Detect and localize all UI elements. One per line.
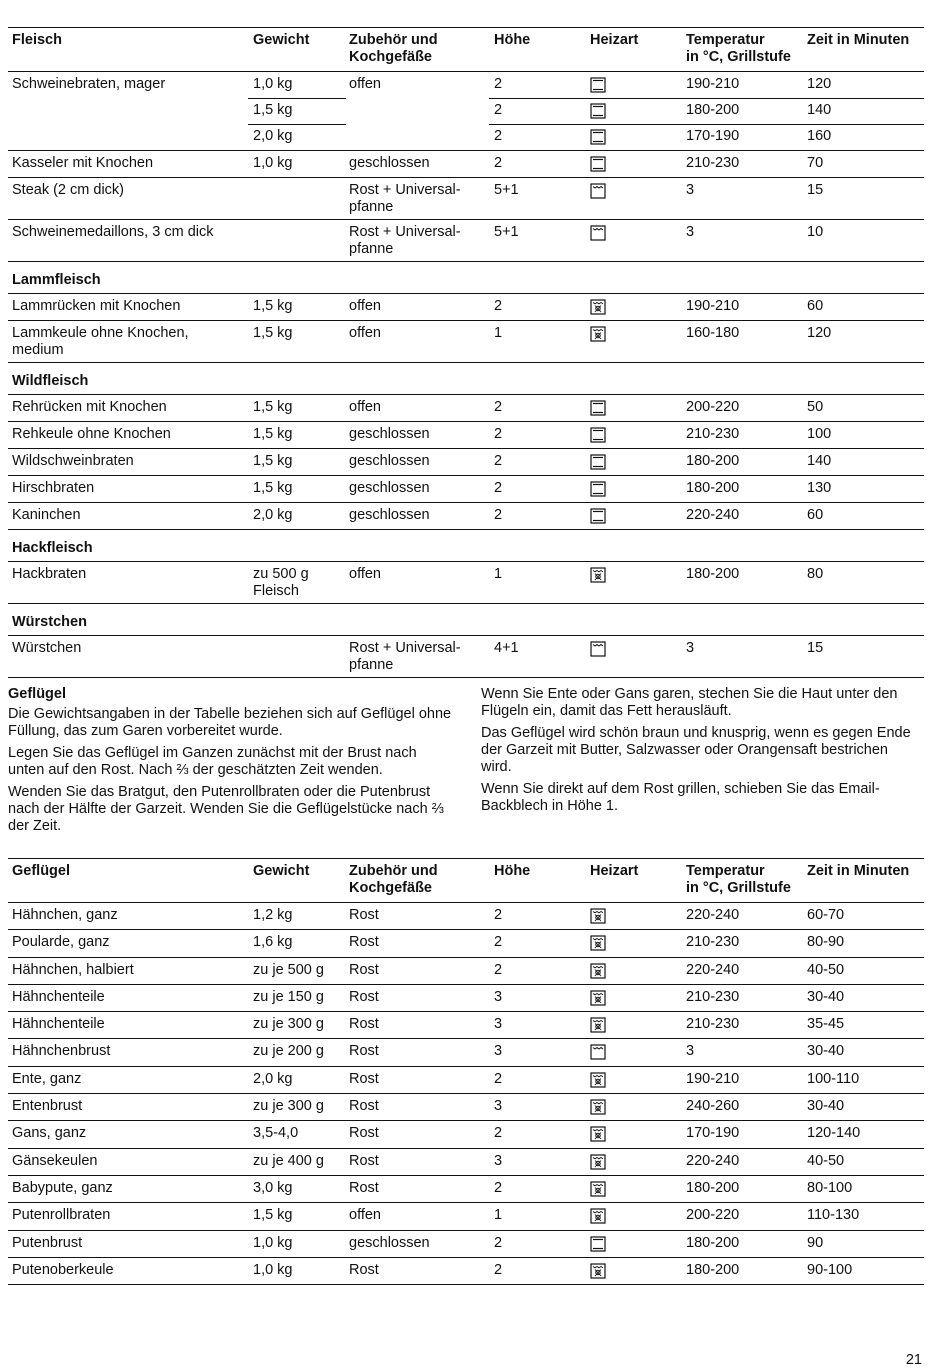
cell-time: 60: [807, 507, 824, 523]
cell-time: 80-100: [807, 1179, 853, 1196]
note-paragraph: Wenn Sie direkt auf dem Rost grillen, schieben Sie das Email-Backblech in Höhe 1.: [481, 781, 880, 814]
cell-level: 3: [494, 1152, 503, 1169]
column-header: Temperatur in °C, Grillstufe: [686, 863, 791, 896]
cell-temp: 210-230: [686, 934, 740, 951]
cell-weight: 1,5 kg: [253, 480, 293, 496]
note-paragraph: Wenden Sie das Bratgut, den Putenrollbraten oder die Putenbrust nach der Hälfte der Garzeit. Wenden Sie die Geflügelstücke nach ⅔ der Zeit.: [8, 784, 444, 834]
cell-temp: 3: [686, 182, 695, 198]
page-number: 21: [905, 1352, 922, 1368]
top-bottom-heat-icon: [590, 77, 606, 97]
note-paragraph: Die Gewichtsangaben in der Tabelle beziehen sich auf Geflügel ohne Füllung, das zum Garen vorbereitet wurde.: [8, 706, 452, 739]
cell-weight: zu je 500 g: [253, 961, 324, 978]
cell-time: 110-130: [807, 1207, 860, 1224]
table-row: [8, 1067, 924, 1094]
cell-temp: 180-200: [686, 453, 740, 469]
cell-acc: offen: [349, 325, 381, 341]
table-row: [8, 1176, 924, 1203]
cell-temp: 3: [686, 224, 695, 240]
cell-level: 1: [494, 325, 503, 341]
cell-time: 80-90: [807, 934, 845, 951]
note-paragraph: Legen Sie das Geflügel im Ganzen zunächst mit der Brust nach unten auf den Rost. Nach ⅔ der geschätzten Zeit wenden.: [8, 745, 417, 778]
cell-time: 120-140: [807, 1125, 861, 1142]
table-row: [8, 1094, 924, 1121]
note-paragraph: Das Geflügel wird schön braun und knusprig, wenn es gegen Ende der Garzeit mit Butter, Salzwasser oder Orangensaft bestrichen wird.: [481, 725, 911, 775]
cell-temp: 210-230: [686, 1016, 740, 1033]
cell-name: Lammrücken mit Knochen: [12, 298, 181, 314]
cell-time: 35-45: [807, 1016, 845, 1033]
top-bottom-heat-icon: [590, 1236, 606, 1256]
thermo-grill-icon: [590, 935, 606, 955]
cell-time: 30-40: [807, 988, 845, 1005]
cell-time: 40-50: [807, 1152, 845, 1169]
cell-temp: 190-210: [686, 76, 740, 92]
table-row: [8, 1258, 924, 1285]
column-header: Fleisch: [12, 32, 62, 48]
section-title: Würstchen: [12, 614, 87, 630]
cell-name: Gans, ganz: [12, 1125, 87, 1142]
cell-level: 2: [494, 1234, 503, 1251]
cell-weight: 1,5 kg: [253, 102, 293, 118]
cell-temp: 240-260: [686, 1098, 740, 1115]
cell-acc: Rost: [349, 1043, 379, 1060]
cell-time: 30-40: [807, 1098, 845, 1115]
table-row: [8, 220, 924, 262]
cell-level: 3: [494, 1043, 503, 1060]
cell-time: 140: [807, 102, 832, 118]
cell-weight: 1,5 kg: [253, 298, 293, 314]
cell-level: 1: [494, 566, 503, 582]
cell-weight: 3,0 kg: [253, 1179, 293, 1196]
cell-name: Ente, ganz: [12, 1070, 82, 1087]
cell-name: Schweinemedaillons, 3 cm dick: [12, 224, 214, 240]
cell-level: 3: [494, 1098, 503, 1115]
cell-name: Babypute, ganz: [12, 1179, 113, 1196]
top-bottom-heat-icon: [590, 481, 606, 501]
cell-time: 40-50: [807, 961, 845, 978]
column-header: Gewicht: [253, 32, 310, 48]
poultry-notes-heading: Geflügel: [8, 686, 67, 702]
thermo-grill-icon: [590, 567, 606, 587]
table-row: [8, 1012, 924, 1039]
cell-level: 2: [494, 298, 503, 314]
cell-acc: Rost: [349, 988, 379, 1005]
cell-time: 160: [807, 128, 832, 144]
cell-acc: Rost: [349, 1152, 379, 1169]
cell-level: 3: [494, 1016, 503, 1033]
top-bottom-heat-icon: [590, 129, 606, 149]
cell-name: Hackbraten: [12, 566, 87, 582]
thermo-grill-icon: [590, 1072, 606, 1092]
cell-acc: geschlossen: [349, 507, 430, 523]
table-row: [8, 562, 924, 604]
cell-temp: 210-230: [686, 988, 740, 1005]
table-row: [8, 1121, 924, 1148]
cell-level: 2: [494, 155, 503, 171]
thermo-grill-icon: [590, 326, 606, 346]
cell-level: 2: [494, 507, 503, 523]
cell-level: 2: [494, 128, 503, 144]
cell-level: 2: [494, 426, 503, 442]
table-row: [8, 178, 924, 220]
table-row: [8, 294, 924, 321]
thermo-grill-icon: [590, 1263, 606, 1283]
cell-weight: 1,0 kg: [253, 76, 293, 92]
cell-level: 2: [494, 1070, 503, 1087]
table-row: [8, 985, 924, 1012]
cell-time: 50: [807, 399, 824, 415]
cell-name: Lammkeule ohne Knochen, medium: [12, 325, 189, 358]
cell-level: 2: [494, 102, 503, 118]
cell-acc: Rost + Universal- pfanne: [349, 640, 461, 673]
cell-temp: 200-220: [686, 399, 740, 415]
cell-level: 2: [494, 1179, 503, 1196]
top-bottom-heat-icon: [590, 454, 606, 474]
cell-weight: 1,5 kg: [253, 453, 293, 469]
table-row: [8, 124, 924, 151]
thermo-grill-icon: [590, 990, 606, 1010]
cell-acc: offen: [349, 76, 381, 92]
table-row: [8, 395, 924, 422]
cell-weight: zu 500 g Fleisch: [253, 566, 309, 599]
column-header: Gewicht: [253, 863, 310, 879]
cell-name: Poularde, ganz: [12, 934, 110, 951]
table-row: [8, 1231, 924, 1258]
cell-acc: Rost + Universal- pfanne: [349, 182, 461, 215]
cell-weight: zu je 150 g: [253, 988, 324, 1005]
cell-acc: Rost: [349, 1125, 379, 1142]
table-row: [8, 321, 924, 363]
cell-name: Hähnchen, ganz: [12, 907, 118, 923]
cell-level: 4+1: [494, 640, 519, 656]
top-bottom-heat-icon: [590, 156, 606, 176]
cell-level: 2: [494, 1125, 503, 1142]
section-heading-row: [8, 604, 924, 636]
cell-acc: offen: [349, 566, 381, 582]
cell-time: 60-70: [807, 907, 845, 923]
cell-name: Gänsekeulen: [12, 1152, 98, 1169]
cell-weight: 1,0 kg: [253, 1234, 293, 1251]
cell-acc: geschlossen: [349, 480, 430, 496]
cell-acc: Rost: [349, 1016, 379, 1033]
cell-weight: 1,5 kg: [253, 426, 293, 442]
cell-acc: offen: [349, 399, 381, 415]
poultry-notes-right: [481, 686, 921, 820]
cell-time: 100: [807, 426, 832, 442]
column-header: Zubehör und Kochgefäße: [349, 32, 438, 65]
section-title: Wildfleisch: [12, 373, 89, 389]
cell-name: Putenrollbraten: [12, 1207, 111, 1224]
cell-time: 15: [807, 640, 824, 656]
cell-acc: offen: [349, 1207, 381, 1224]
cell-time: 10: [807, 224, 824, 240]
column-header: Geflügel: [12, 863, 71, 879]
cell-weight: 3,5-4,0: [253, 1125, 299, 1142]
top-bottom-heat-icon: [590, 400, 606, 420]
cell-name: Kasseler mit Knochen: [12, 155, 154, 171]
cell-temp: 180-200: [686, 480, 740, 496]
cell-level: 1: [494, 1207, 503, 1224]
poultry-notes-left: [8, 686, 453, 840]
cell-level: 2: [494, 907, 503, 923]
section-title: Lammfleisch: [12, 272, 101, 288]
table-row: [8, 958, 924, 985]
cell-temp: 220-240: [686, 507, 740, 523]
cell-temp: 220-240: [686, 907, 740, 923]
cell-time: 120: [807, 325, 832, 341]
cell-temp: 220-240: [686, 961, 740, 978]
table-row: [8, 476, 924, 503]
cell-time: 90: [807, 1234, 824, 1251]
cell-time: 60: [807, 298, 824, 314]
cell-time: 140: [807, 453, 832, 469]
cell-time: 80: [807, 566, 824, 582]
column-header: Zeit in Minuten: [807, 863, 910, 879]
table-row: [8, 1203, 924, 1230]
note-paragraph: Wenn Sie Ente oder Gans garen, stechen Sie die Haut unter den Flügeln ein, damit das Fett herausläuft.: [481, 686, 898, 719]
cell-temp: 3: [686, 640, 695, 656]
cell-acc: geschlossen: [349, 426, 430, 442]
thermo-grill-icon: [590, 299, 606, 319]
section-heading-row: [8, 363, 924, 395]
cell-temp: 180-200: [686, 566, 740, 582]
table-header-row: [8, 858, 924, 903]
cell-name: Entenbrust: [12, 1098, 83, 1115]
thermo-grill-icon: [590, 1017, 606, 1037]
table-row: [8, 72, 924, 98]
cell-name: Hähnchenteile: [12, 988, 105, 1005]
cell-name: Schweinebraten, mager: [12, 76, 166, 92]
column-header: Zeit in Minuten: [807, 32, 910, 48]
cell-temp: 200-220: [686, 1207, 740, 1224]
cell-weight: zu je 400 g: [253, 1152, 324, 1169]
cell-temp: 210-230: [686, 155, 740, 171]
cell-level: 5+1: [494, 224, 519, 240]
column-header: Höhe: [494, 863, 531, 879]
cell-time: 70: [807, 155, 824, 171]
column-header: Temperatur in °C, Grillstufe: [686, 32, 791, 65]
thermo-grill-icon: [590, 908, 606, 928]
section-title: Hackfleisch: [12, 540, 93, 556]
cell-name: Kaninchen: [12, 507, 81, 523]
cell-level: 2: [494, 934, 503, 951]
cell-weight: 1,0 kg: [253, 155, 293, 171]
cell-acc: Rost: [349, 1098, 379, 1115]
cell-name: Würstchen: [12, 640, 82, 656]
cell-weight: zu je 300 g: [253, 1016, 324, 1033]
cell-name: Rehkeule ohne Knochen: [12, 426, 171, 442]
cell-temp: 210-230: [686, 426, 740, 442]
table-row: [8, 903, 924, 930]
table-row: [8, 636, 924, 678]
cell-acc: Rost: [349, 961, 379, 978]
cell-acc: Rost: [349, 934, 379, 951]
grill-icon: [590, 183, 606, 203]
table-row: [8, 503, 924, 530]
cell-name: Hähnchenbrust: [12, 1043, 111, 1060]
grill-icon: [590, 1044, 606, 1064]
cell-name: Hähnchen, halbiert: [12, 961, 134, 978]
cell-name: Steak (2 cm dick): [12, 182, 124, 198]
table-row: [8, 422, 924, 449]
cell-acc: Rost: [349, 907, 379, 923]
cell-name: Wildschweinbraten: [12, 453, 134, 469]
thermo-grill-icon: [590, 1154, 606, 1174]
cell-temp: 190-210: [686, 1070, 740, 1087]
cell-weight: 2,0 kg: [253, 1070, 293, 1087]
cell-acc: offen: [349, 298, 381, 314]
thermo-grill-icon: [590, 1099, 606, 1119]
thermo-grill-icon: [590, 1208, 606, 1228]
table-row: [8, 98, 924, 124]
cell-level: 2: [494, 76, 503, 92]
cell-acc: Rost: [349, 1261, 379, 1278]
top-bottom-heat-icon: [590, 103, 606, 123]
top-bottom-heat-icon: [590, 427, 606, 447]
section-heading-row: [8, 262, 924, 294]
cell-time: 30-40: [807, 1043, 845, 1060]
cell-weight: 1,2 kg: [253, 907, 293, 923]
cell-level: 2: [494, 961, 503, 978]
cell-name: Hirschbraten: [12, 480, 95, 496]
cell-time: 100-110: [807, 1070, 860, 1087]
cell-level: 2: [494, 453, 503, 469]
cell-time: 90-100: [807, 1261, 853, 1278]
cell-level: 2: [494, 399, 503, 415]
column-header: Höhe: [494, 32, 531, 48]
table-row: [8, 930, 924, 957]
cell-acc: geschlossen: [349, 1234, 430, 1251]
table-header-row: [8, 27, 924, 72]
cell-weight: 1,5 kg: [253, 399, 293, 415]
cell-temp: 160-180: [686, 325, 740, 341]
cell-time: 130: [807, 480, 832, 496]
thermo-grill-icon: [590, 963, 606, 983]
thermo-grill-icon: [590, 1181, 606, 1201]
cell-temp: 190-210: [686, 298, 740, 314]
cell-acc: geschlossen: [349, 155, 430, 171]
cell-temp: 220-240: [686, 1152, 740, 1169]
cell-name: Putenbrust: [12, 1234, 83, 1251]
cell-temp: 180-200: [686, 102, 740, 118]
cell-weight: 1,6 kg: [253, 934, 293, 951]
column-header: Heizart: [590, 32, 639, 48]
cell-level: 5+1: [494, 182, 519, 198]
cell-acc: Rost: [349, 1179, 379, 1196]
table-row: [8, 1039, 924, 1066]
table-row: [8, 151, 924, 178]
cell-level: 2: [494, 1261, 503, 1278]
cell-name: Hähnchenteile: [12, 1016, 105, 1033]
cell-acc: Rost + Universal- pfanne: [349, 224, 461, 257]
table-row: [8, 449, 924, 476]
cell-weight: 1,5 kg: [253, 325, 293, 341]
cell-weight: 2,0 kg: [253, 128, 293, 144]
top-bottom-heat-icon: [590, 508, 606, 528]
cell-temp: 180-200: [686, 1179, 740, 1196]
cell-acc: Rost: [349, 1070, 379, 1087]
cell-weight: 2,0 kg: [253, 507, 293, 523]
meat-table: [8, 27, 924, 678]
cell-temp: 180-200: [686, 1234, 740, 1251]
cell-weight: zu je 300 g: [253, 1098, 324, 1115]
cell-name: Rehrücken mit Knochen: [12, 399, 167, 415]
cell-temp: 170-190: [686, 1125, 740, 1142]
cell-time: 15: [807, 182, 824, 198]
column-header: Heizart: [590, 863, 639, 879]
cell-weight: 1,5 kg: [253, 1207, 293, 1224]
cell-level: 2: [494, 480, 503, 496]
column-header: Zubehör und Kochgefäße: [349, 863, 438, 896]
thermo-grill-icon: [590, 1126, 606, 1146]
cell-temp: 170-190: [686, 128, 740, 144]
cell-temp: 3: [686, 1043, 695, 1060]
cell-weight: zu je 200 g: [253, 1043, 324, 1060]
section-heading-row: [8, 530, 924, 562]
cell-weight: 1,0 kg: [253, 1261, 293, 1278]
table-row: [8, 1149, 924, 1176]
grill-icon: [590, 225, 606, 245]
poultry-table: [8, 858, 924, 1285]
cell-level: 3: [494, 988, 503, 1005]
cell-time: 120: [807, 76, 832, 92]
cell-acc: geschlossen: [349, 453, 430, 469]
cell-name: Putenoberkeule: [12, 1261, 114, 1278]
grill-icon: [590, 641, 606, 661]
cell-temp: 180-200: [686, 1261, 740, 1278]
